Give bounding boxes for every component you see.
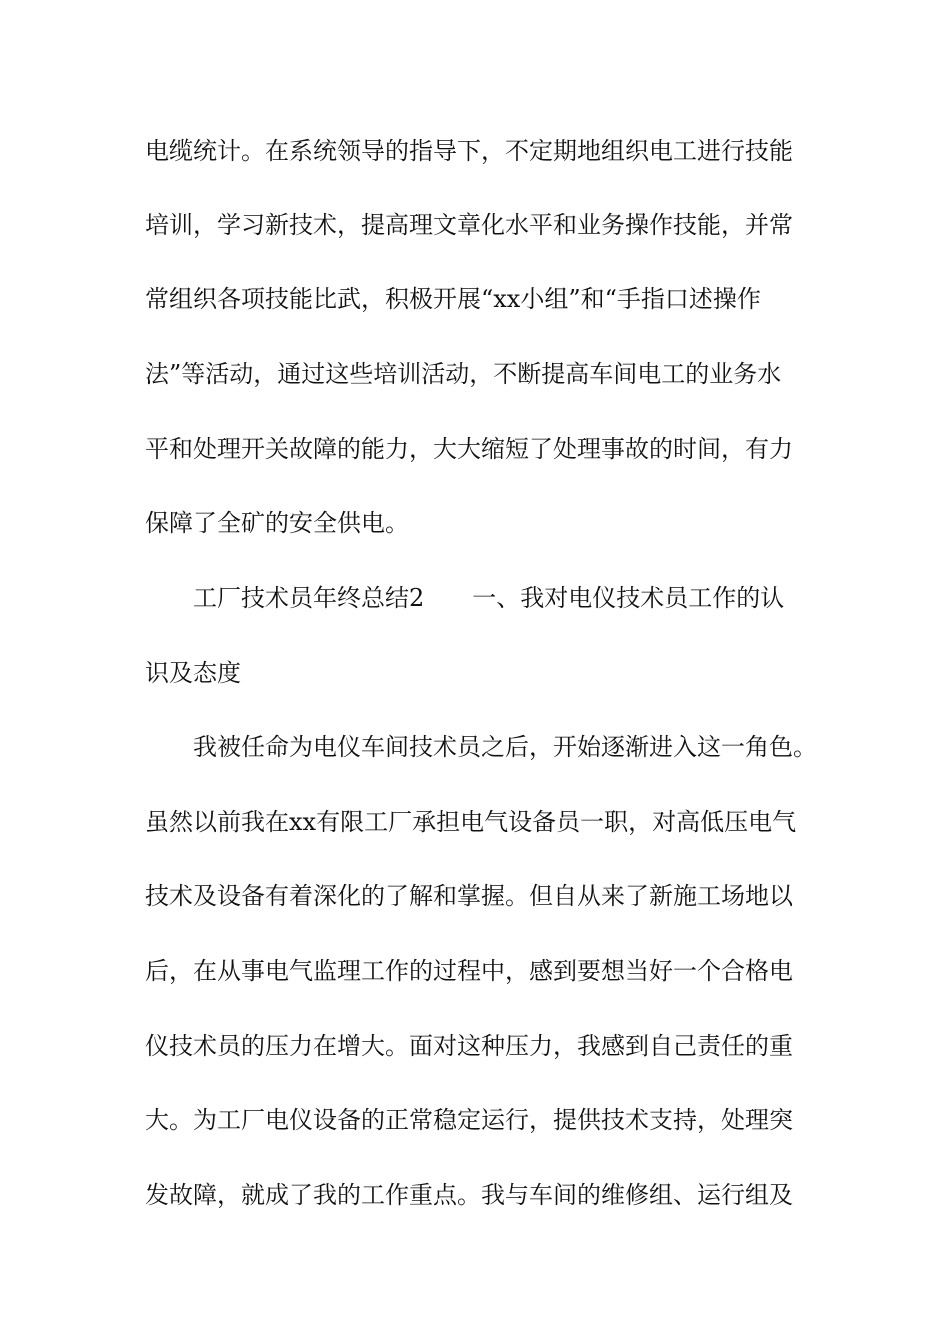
paragraph-1-line-2: 培训，学习新技术，提高理文章化水平和业务操作技能，并常 — [145, 211, 793, 239]
paragraph-2-line-4: 后，在从事电气监理工作的过程中，感到要想当好一个合格电 — [145, 957, 793, 985]
paragraph-1-line-1: 电缆统计。在系统领导的指导下，不定期地组织电工进行技能 — [145, 137, 793, 165]
paragraph-2-line-3: 技术及设备有着深化的了解和掌握。但自从来了新施工场地以 — [145, 882, 793, 910]
paragraph-1-line-3: 常组织各项技能比武，积极开展“xx小组”和“手指口述操作 — [145, 285, 761, 313]
paragraph-2-line-2: 虽然以前我在xx有限工厂承担电气设备员一职，对高低压电气 — [145, 808, 797, 836]
section-heading-line-1: 工厂技术员年终总结2 一、我对电仪技术员工作的认 — [193, 584, 785, 612]
paragraph-2-line-5: 仪技术员的压力在增大。面对这种压力，我感到自己责任的重 — [145, 1032, 793, 1060]
paragraph-1-line-6: 保障了全矿的安全供电。 — [145, 509, 409, 537]
paragraph-2-line-6: 大。为工厂电仪设备的正常稳定运行，提供技术支持，处理突 — [145, 1106, 793, 1134]
paragraph-1-line-4: 法”等活动，通过这些培训活动，不断提高车间电工的业务水 — [145, 360, 782, 388]
paragraph-2-line-7: 发故障，就成了我的工作重点。我与车间的维修组、运行组及 — [145, 1181, 793, 1209]
section-heading-line-2: 识及态度 — [145, 659, 241, 687]
paragraph-1-line-5: 平和处理开关故障的能力，大大缩短了处理事故的时间，有力 — [145, 435, 793, 463]
paragraph-2-line-1: 我被任命为电仪车间技术员之后，开始逐渐进入这一角色。 — [193, 733, 817, 761]
